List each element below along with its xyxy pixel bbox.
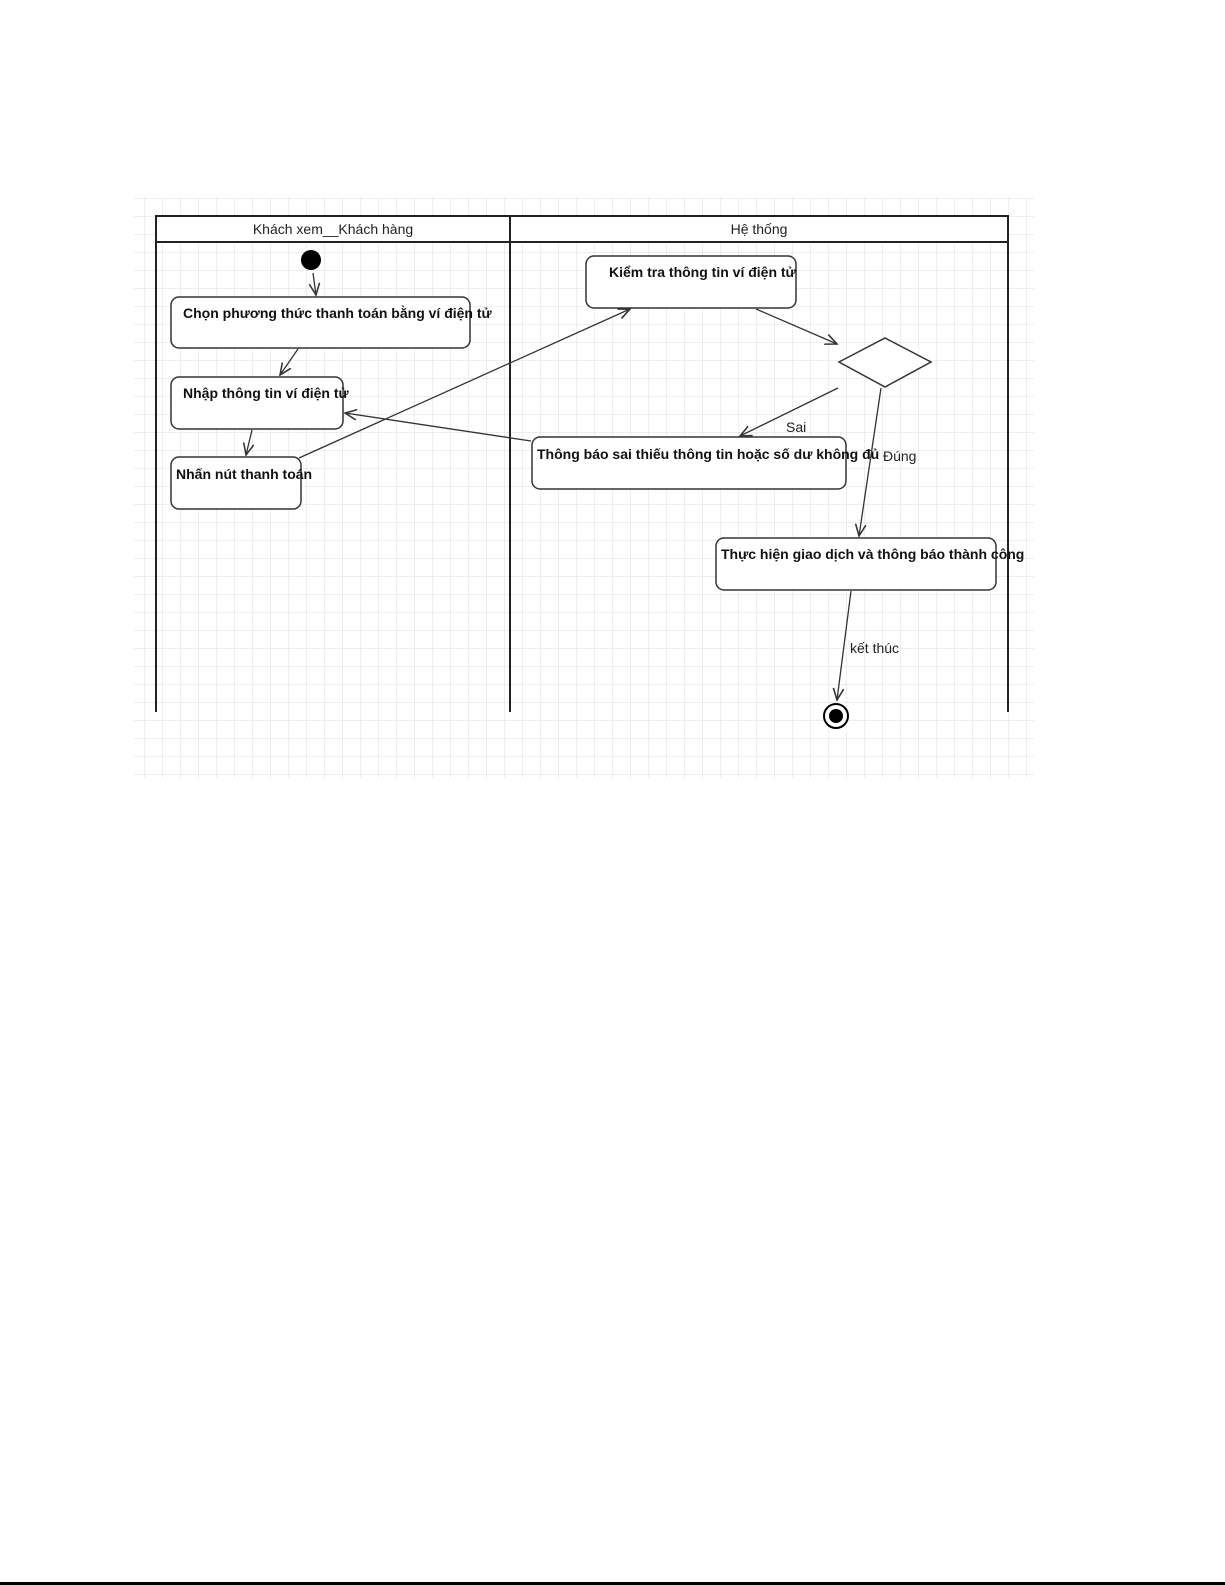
activity-check-wallet	[586, 256, 797, 308]
activity-success	[716, 538, 1024, 590]
edge-label-wrong: Sai	[786, 419, 807, 435]
edge-label-end: kết thúc	[850, 640, 900, 656]
activity-press-pay	[171, 457, 312, 509]
activity-label: Nhập thông tin ví điện tử	[183, 385, 349, 401]
activity-label: Nhấn nút thanh toán	[176, 466, 313, 482]
activity-error-notice	[532, 437, 879, 489]
lane-title-system: Hệ thống	[730, 221, 788, 237]
start-node	[301, 250, 321, 270]
activity-enter-wallet-info	[171, 377, 350, 429]
edge-label-right: Đúng	[883, 448, 917, 464]
activity-label: Kiểm tra thông tin ví điện tử	[609, 264, 796, 280]
end-node	[824, 704, 848, 728]
activity-choose-payment	[171, 297, 493, 348]
activity-label: Thông báo sai thiếu thông tin hoặc số dư không đủ	[537, 446, 880, 462]
lane-title-customer: Khách xem__Khách hàng	[252, 221, 414, 237]
activity-label: Chọn phương thức thanh toán bằng ví điện tử	[183, 305, 492, 321]
activity-label: Thực hiện giao dịch và thông báo thành công	[721, 546, 1025, 562]
